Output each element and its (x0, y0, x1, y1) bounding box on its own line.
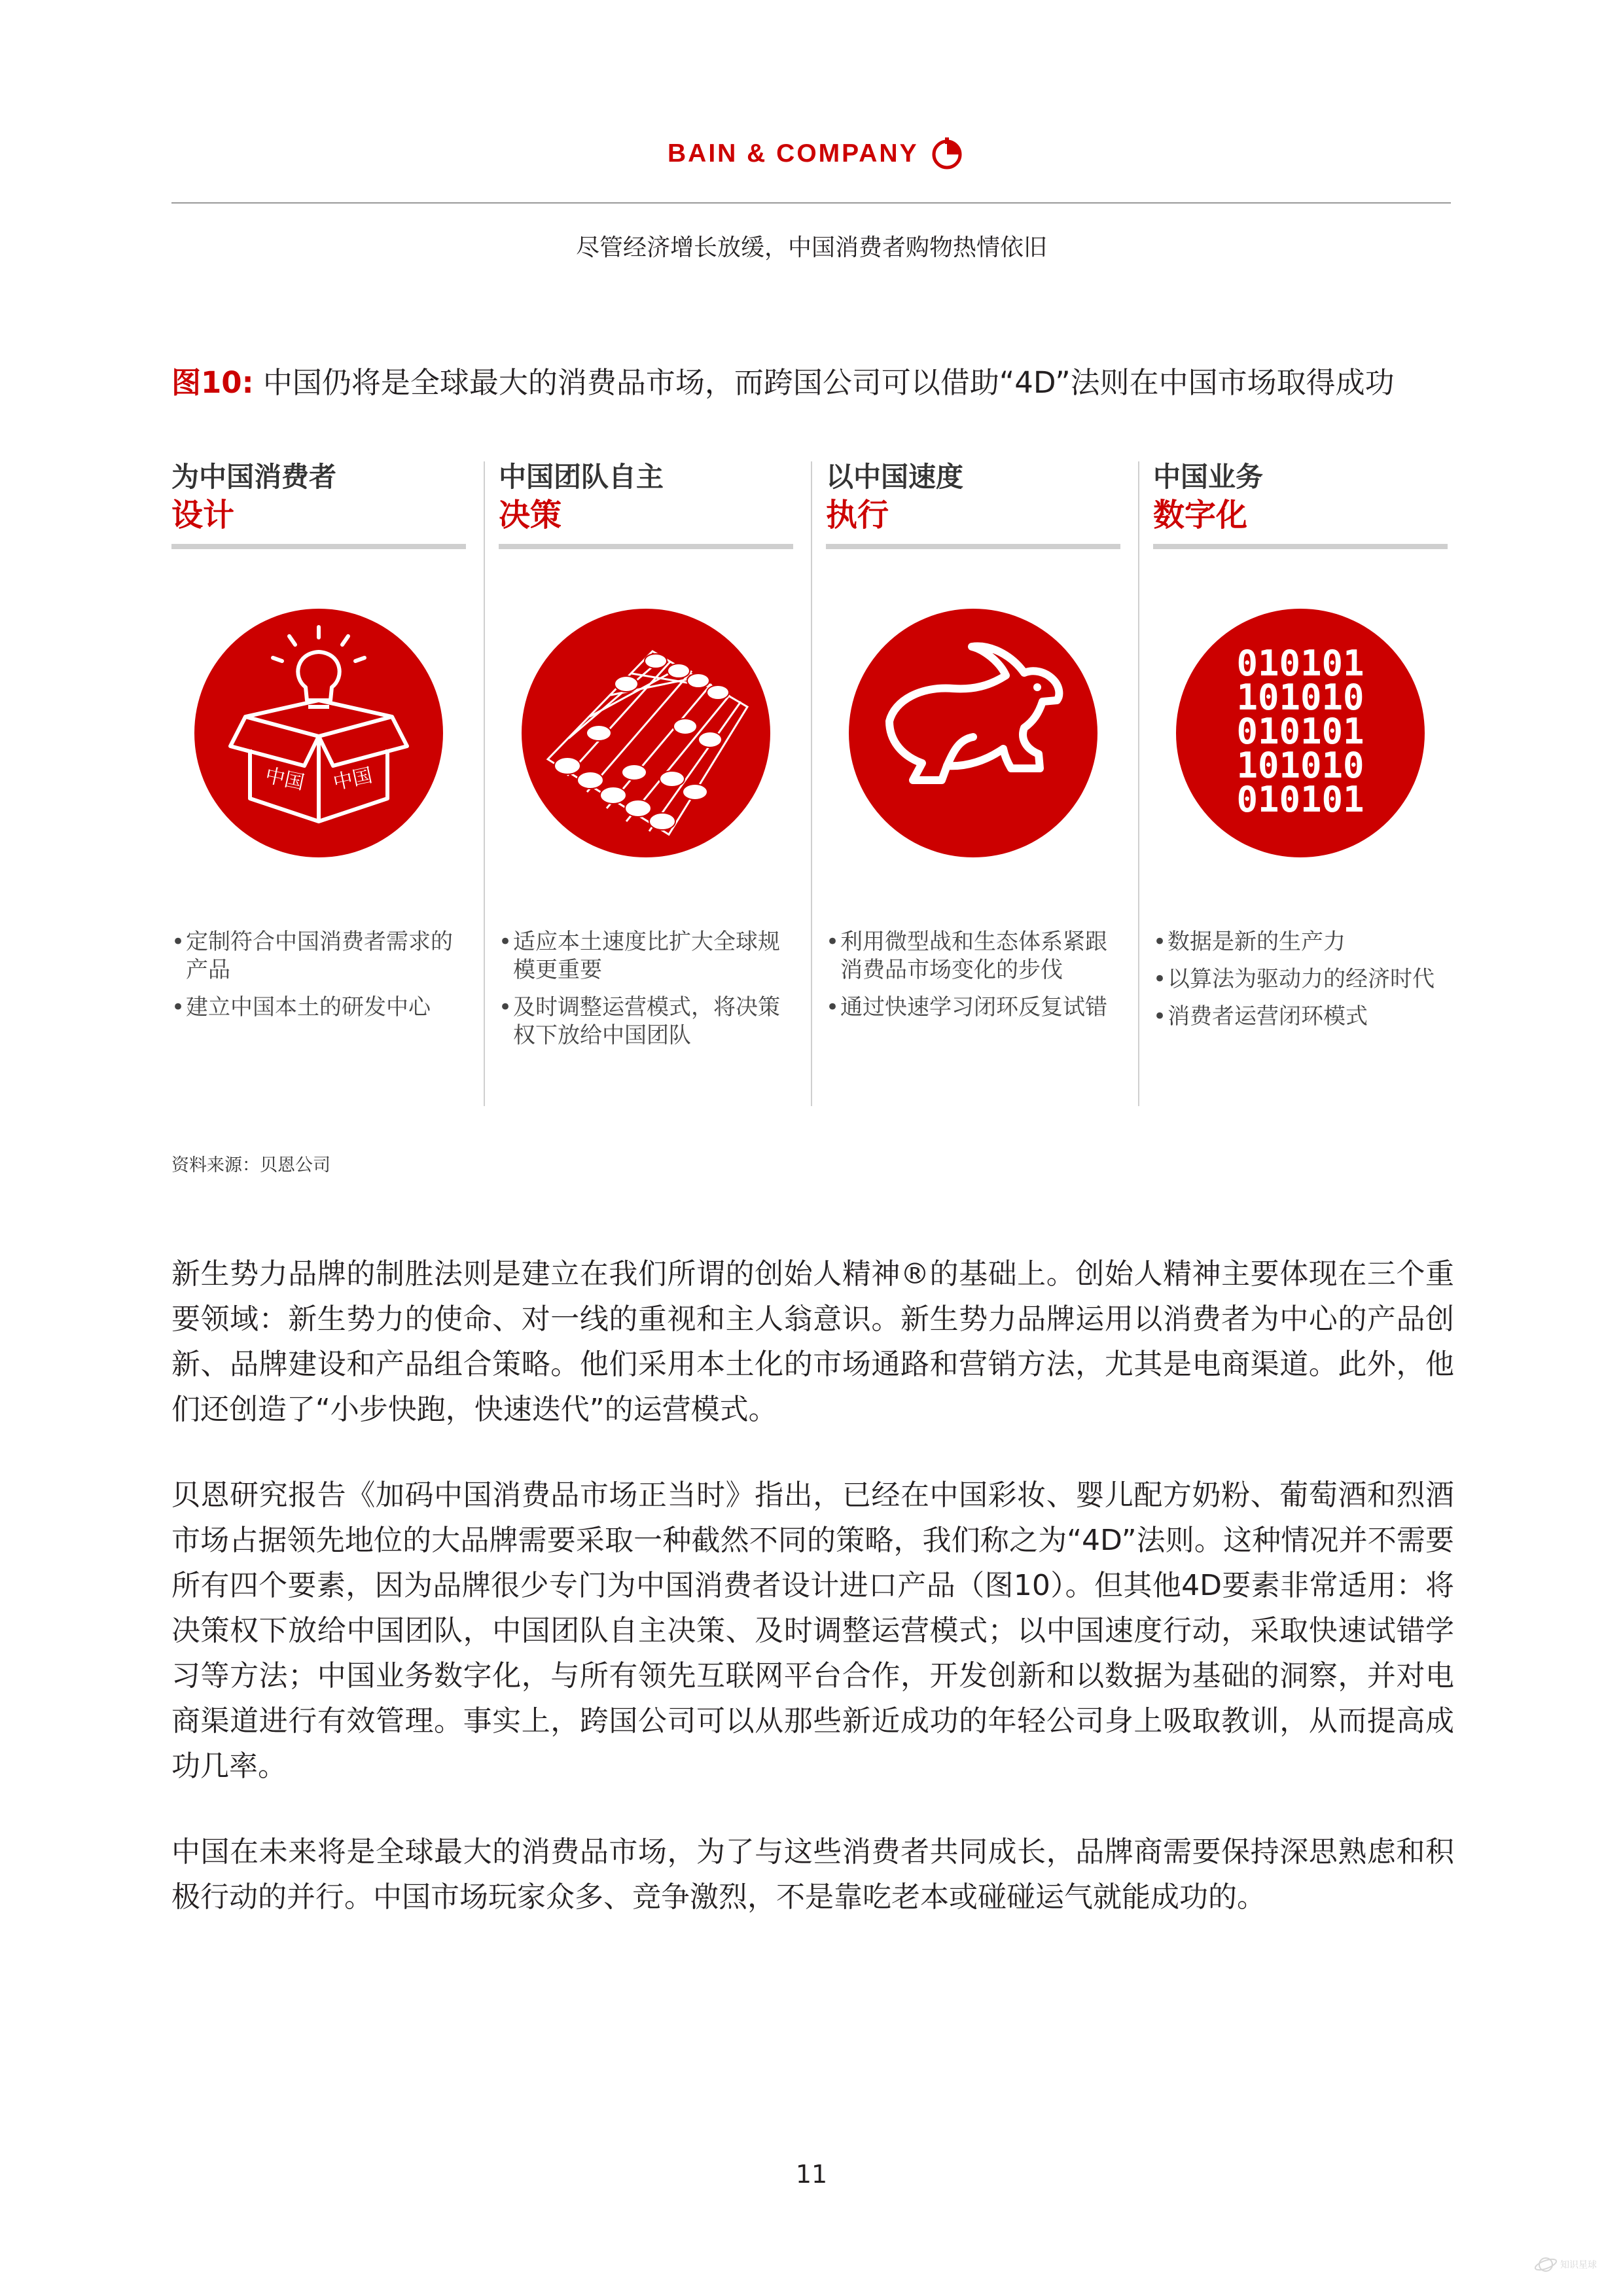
column-keyword: 执行 (826, 497, 889, 533)
column-rule (1153, 544, 1448, 549)
column-keyword: 决策 (499, 497, 562, 533)
brand-lockup (668, 137, 963, 170)
bain-logo-icon (931, 137, 963, 170)
binary-line: 101010 (1236, 677, 1364, 718)
figure-label: 图10: (171, 365, 254, 400)
binary-code-icon (1176, 609, 1425, 857)
column-rule (499, 544, 793, 549)
column-heading: 中国团队自主 (499, 461, 664, 493)
framework-column-deliver (826, 458, 1120, 1020)
column-heading: 以中国速度 (826, 461, 964, 493)
binary-line: 010101 (1236, 711, 1364, 752)
list-item: • 消费者运营闭环模式 (1153, 1003, 1368, 1030)
bullet-list (499, 928, 787, 1059)
list-item: • 通过快速学习闭环反复试错 (826, 994, 1107, 1020)
bullet-list (1153, 928, 1441, 1040)
list-item: • 适应本土速度比扩大全球规模更重要 (499, 929, 780, 983)
column-rule (171, 544, 466, 549)
column-divider (484, 461, 485, 1106)
list-item: • 建立中国本土的研发中心 (171, 994, 431, 1020)
running-title: 尽管经济增长放缓，中国消费者购物热情依旧 (575, 234, 1047, 261)
binary-line: 010101 (1236, 779, 1364, 820)
page-number: 11 (795, 2160, 828, 2189)
list-item: • 以算法为驱动力的经济时代 (1153, 966, 1435, 992)
bullet-list (171, 928, 459, 1031)
column-divider (811, 461, 812, 1106)
body-paragraph: 中国在未来将是全球最大的消费品市场，为了与这些消费者共同成长，品牌商需要保持深思熟虑和积极行动的并行。中国市场玩家众多、竞争激烈，不是靠吃老本或碰碰运气就能成功的。 (171, 1835, 1454, 1914)
binary-line: 010101 (1236, 643, 1364, 684)
column-heading: 为中国消费者 (171, 461, 337, 493)
column-heading: 中国业务 (1153, 461, 1264, 493)
body-paragraph: 新生势力品牌的制胜法则是建立在我们所谓的创始人精神®的基础上。创始人精神主要体现在三个重要领域：新生势力的使命、对一线的重视和主人翁意识。新生势力品牌运用以消费者为中心的产品创新、品牌建设和产品组合策略。他们采用本土化的市场通路和营销方法，尤其是电商渠道。此外，他们还创造了“小步快跑，快速迭代”的运营模式。 (171, 1257, 1454, 1426)
box-lightbulb-icon (194, 609, 443, 857)
column-divider (1138, 461, 1139, 1106)
watermark (1534, 2253, 1597, 2276)
brand-name: BAIN & COMPANY (668, 139, 919, 168)
header-divider (171, 202, 1451, 204)
list-item: • 定制符合中国消费者需求的产品 (171, 929, 453, 983)
figure-title (171, 359, 1395, 401)
chinese-chess-icon (522, 609, 770, 857)
binary-line: 101010 (1236, 745, 1364, 786)
watermark-text: 知识星球 (1560, 2260, 1597, 2270)
list-item: • 数据是新的生产力 (1153, 929, 1346, 955)
figure-title-text: 中国仍将是全球最大的消费品市场，而跨国公司可以借助“4D”法则在中国市场取得成功 (253, 365, 1395, 400)
planet-icon (1534, 2253, 1558, 2276)
column-keyword: 设计 (171, 497, 235, 533)
box-label-right: 中国 (331, 764, 375, 795)
column-rule (826, 544, 1120, 549)
list-item: • 及时调整运营模式，将决策权下放给中国团队 (499, 994, 780, 1049)
box-label-left: 中国 (262, 764, 306, 795)
framework-column-digitalize (1153, 458, 1448, 1030)
framework-column-decide (499, 458, 793, 1049)
framework-column-design (171, 458, 466, 1020)
body-paragraph: 贝恩研究报告《加码中国消费品市场正当时》指出，已经在中国彩妆、婴儿配方奶粉、葡萄酒和烈酒市场占据领先地位的大品牌需要采取一种截然不同的策略，我们称之为“4D”法则。这种情况并不需要所有四个要素，因为品牌很少专门为中国消费者设计进口产品（图10）。但其他4D要素非常适用：将决策权下放给中国团队，中国团队自主决策、及时调整运营模式；以中国速度行动，采取快速试错学习等方法；中国业务数字化，与所有领先互联网平台合作，开发创新和以数据为基础的洞察，并对电商渠道进行有效管理。事实上，跨国公司可以从那些新近成功的年轻公司身上吸取教训，从而提高成功几率。 (171, 1479, 1455, 1783)
bullet-list (826, 928, 1114, 1031)
rabbit-icon (849, 609, 1097, 857)
figure-source: 资料来源：贝恩公司 (171, 1155, 330, 1175)
list-item: • 利用微型战和生态体系紧跟消费品市场变化的步伐 (826, 929, 1107, 983)
column-keyword: 数字化 (1153, 497, 1248, 533)
